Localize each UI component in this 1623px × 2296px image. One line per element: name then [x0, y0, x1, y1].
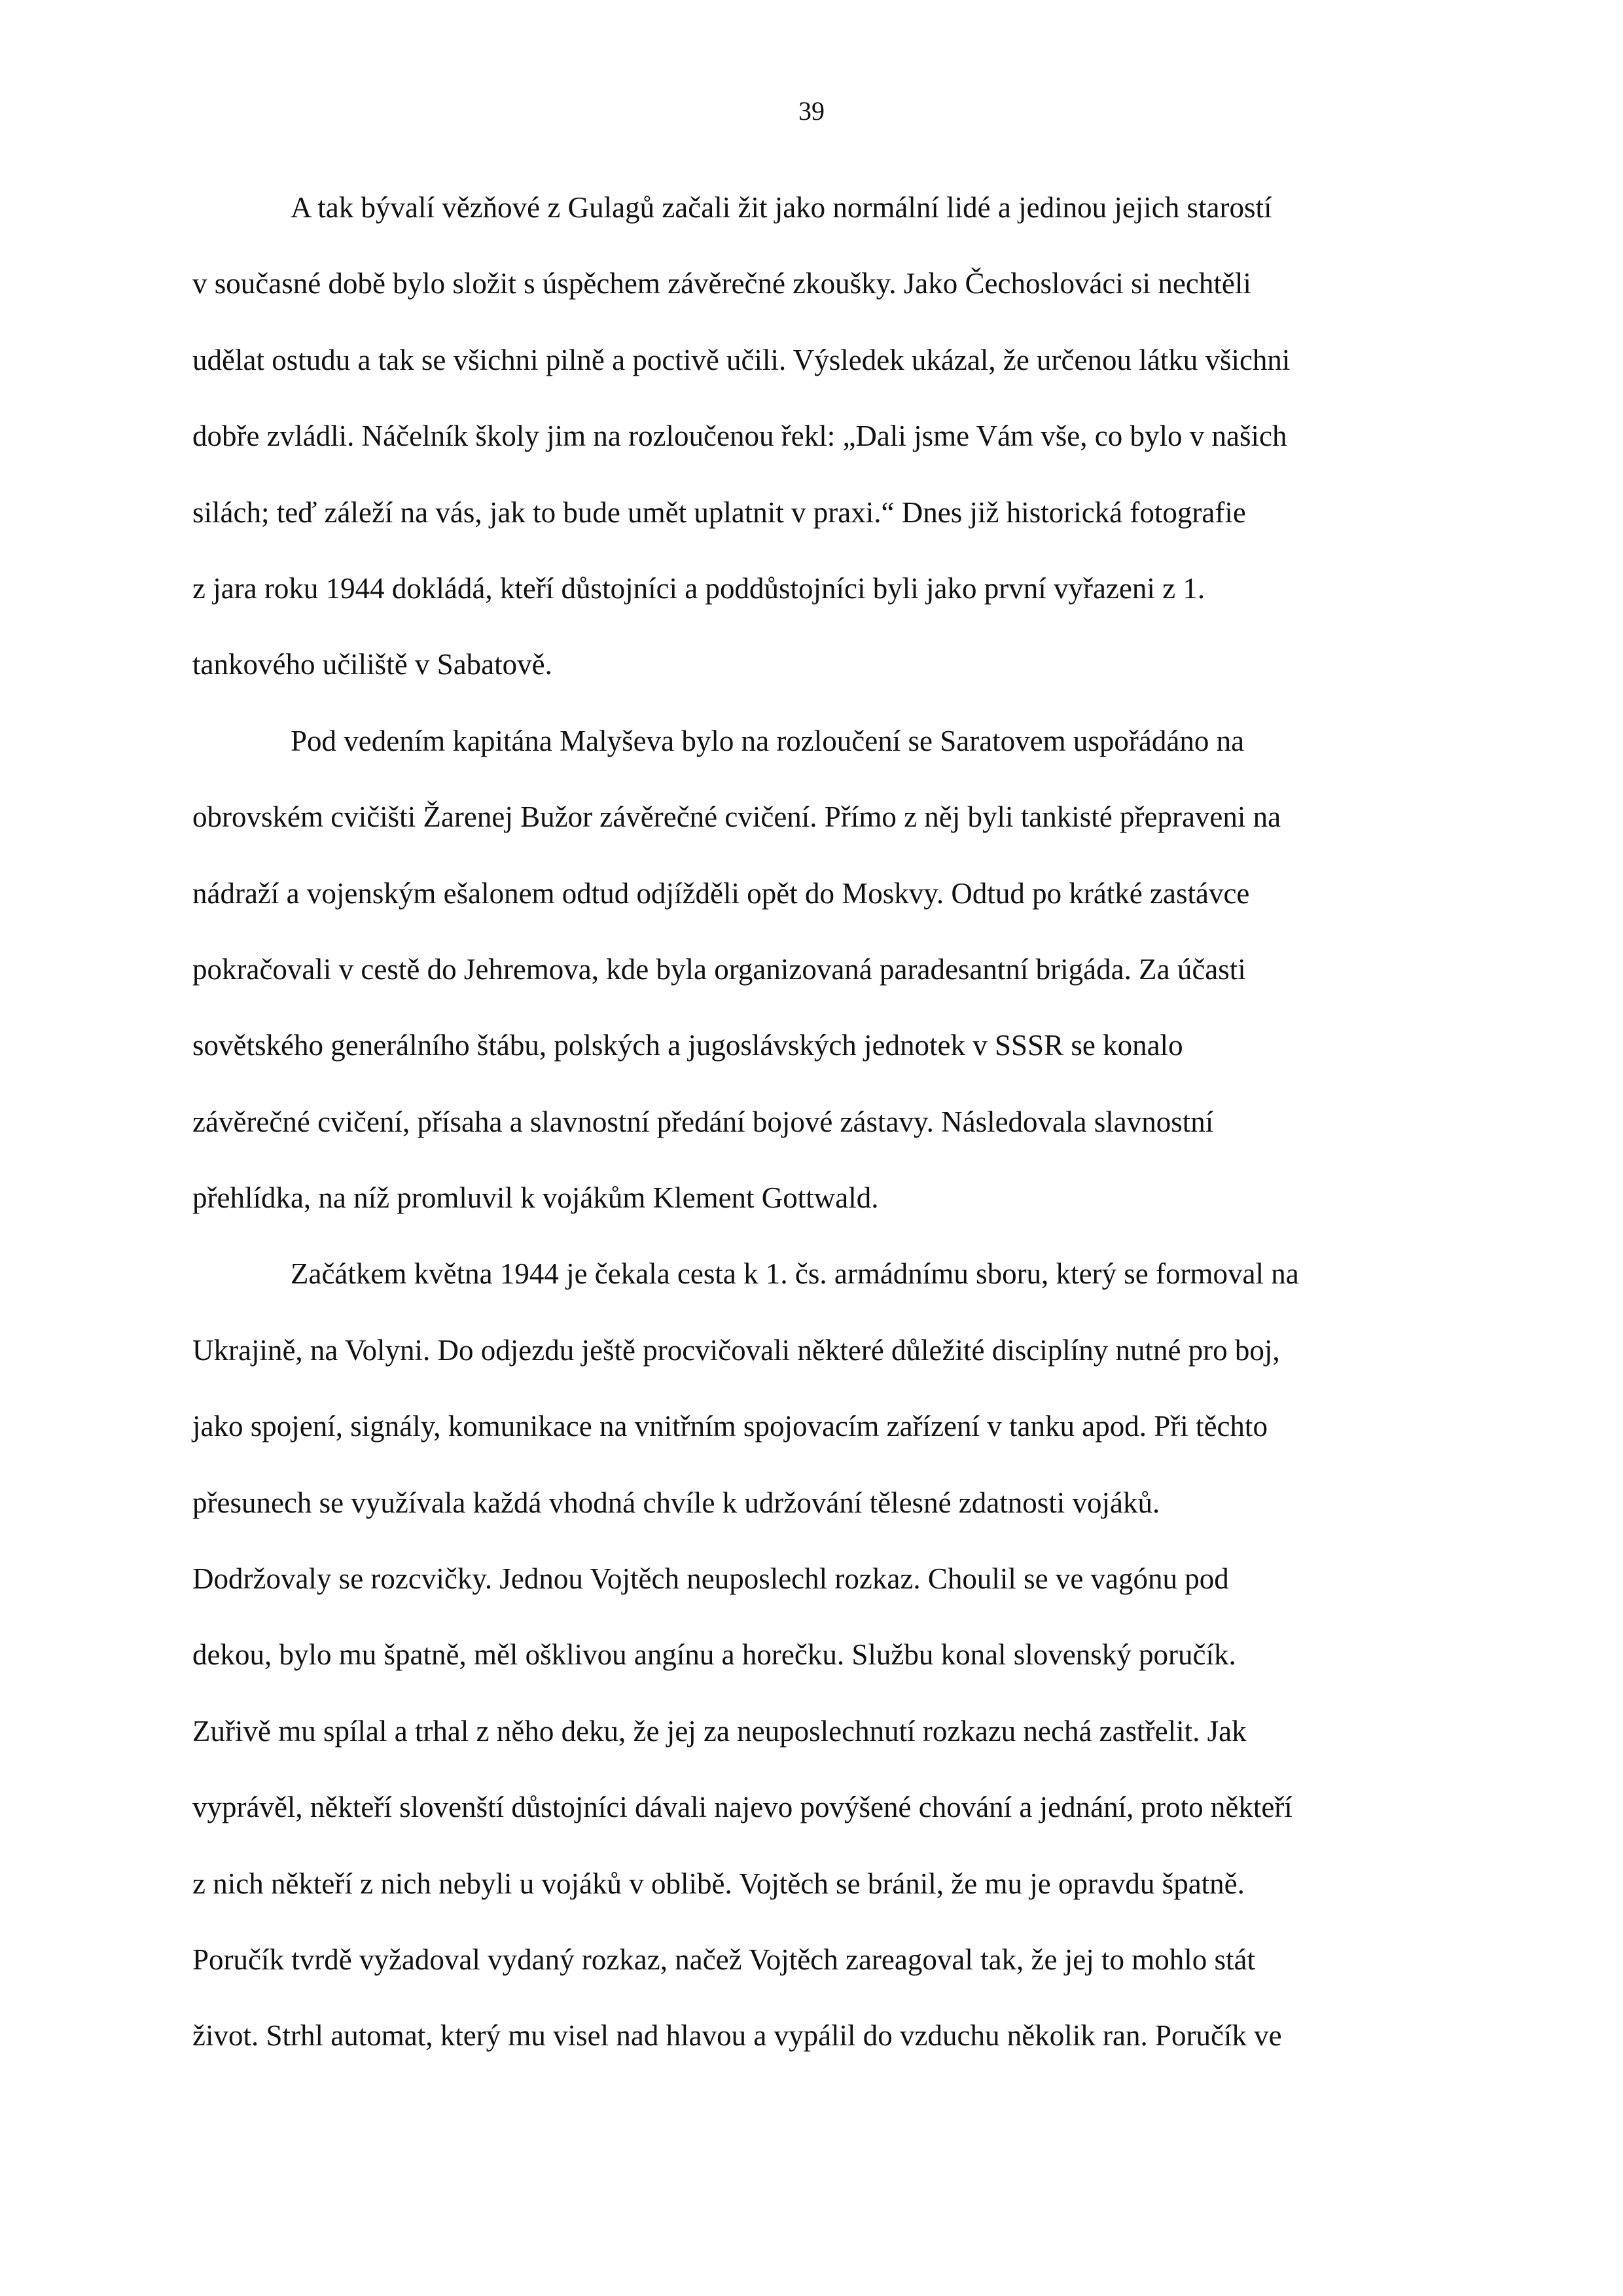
text-line: nádraží a vojenským ešalonem odtud odjížděli opět do Moskvy. Odtud po krátké zastávce	[192, 876, 1250, 910]
text-line: z nich někteří z nich nebyli u vojáků v oblibě. Vojtěch se bránil, že mu je opravdu špatně.	[192, 1867, 1245, 1900]
text-line: dobře zvládli. Náčelník školy jim na rozloučenou řekl: „Dali jsme Vám vše, co bylo v našich	[192, 420, 1287, 453]
page-number: 39	[798, 96, 825, 126]
text-line: Poručík tvrdě vyžadoval vydaný rozkaz, načež Vojtěch zareagoval tak, že jej to mohlo stát	[192, 1943, 1255, 1976]
text-line: sovětského generálního štábu, polských a jugoslávských jednotek v SSSR se konalo	[192, 1029, 1183, 1062]
text-line: z jara roku 1944 dokládá, kteří důstojníci a poddůstojníci byli jako první vyřazeni z 1.	[192, 571, 1205, 605]
text-line: Dodržovaly se rozcvičky. Jednou Vojtěch neuposlechl rozkaz. Choulil se ve vagónu pod	[192, 1562, 1229, 1596]
text-line: tankového učiliště v Sabatově.	[192, 648, 552, 681]
text-line: pokračovali v cestě do Jehremova, kde byla organizovaná paradesantní brigáda. Za účasti	[192, 952, 1246, 986]
text-line: přesunech se využívala každá vhodná chvíle k udržování tělesné zdatnosti vojáků.	[192, 1486, 1160, 1519]
text-line: A tak bývalí vězňové z Gulagů začali žit jako normální lidé a jedinou jejich starostí	[291, 191, 1272, 224]
text-line: život. Strhl automat, který mu visel nad hlavou a vypálil do vzduchu několik ran. Poručík ve	[192, 2019, 1282, 2053]
text-line: obrovském cvičišti Žarenej Bužor závěrečné cvičení. Přímo z něj byli tankisté přepraveni na	[192, 800, 1281, 834]
text-line: udělat ostudu a tak se všichni pilně a poctivě učili. Výsledek ukázal, že určenou látku všichni	[192, 343, 1291, 376]
text-line: Zuřivě mu spílal a trhal z něho deku, že jej za neuposlechnutí rozkazu nechá zastřelit. Jak	[192, 1714, 1247, 1748]
text-line: v současné době bylo složit s úspěchem závěrečné zkoušky. Jako Čechoslováci si nechtěli	[192, 267, 1251, 300]
text-line: Začátkem května 1944 je čekala cesta k 1. čs. armádnímu sboru, který se formoval na	[291, 1257, 1299, 1291]
text-line: dekou, bylo mu špatně, měl ošklivou angínu a horečku. Službu konal slovenský poručík.	[192, 1638, 1236, 1672]
text-line: jako spojení, signály, komunikace na vnitřním spojovacím zařízení v tanku apod. Při těchto	[192, 1410, 1268, 1443]
text-line: přehlídka, na níž promluvil k vojákům Klement Gottwald.	[192, 1181, 879, 1215]
text-line: Ukrajině, na Volyni. Do odjezdu ještě procvičovali některé důležité disciplíny nutné pro boj,	[192, 1333, 1280, 1367]
body-text	[192, 193, 1429, 2098]
text-line: závěrečné cvičení, přísaha a slavnostní předání bojové zástavy. Následovala slavnostní	[192, 1105, 1214, 1138]
text-line: silách; teď záleží na vás, jak to bude umět uplatnit v praxi.“ Dnes již historická fotografie	[192, 495, 1246, 529]
text-line: Pod vedením kapitána Malyševa bylo na rozloučení se Saratovem uspořádáno na	[291, 724, 1245, 757]
text-line: vyprávěl, někteří slovenští důstojníci dávali najevo povýšené chování a jednání, proto někteří	[192, 1791, 1293, 1824]
